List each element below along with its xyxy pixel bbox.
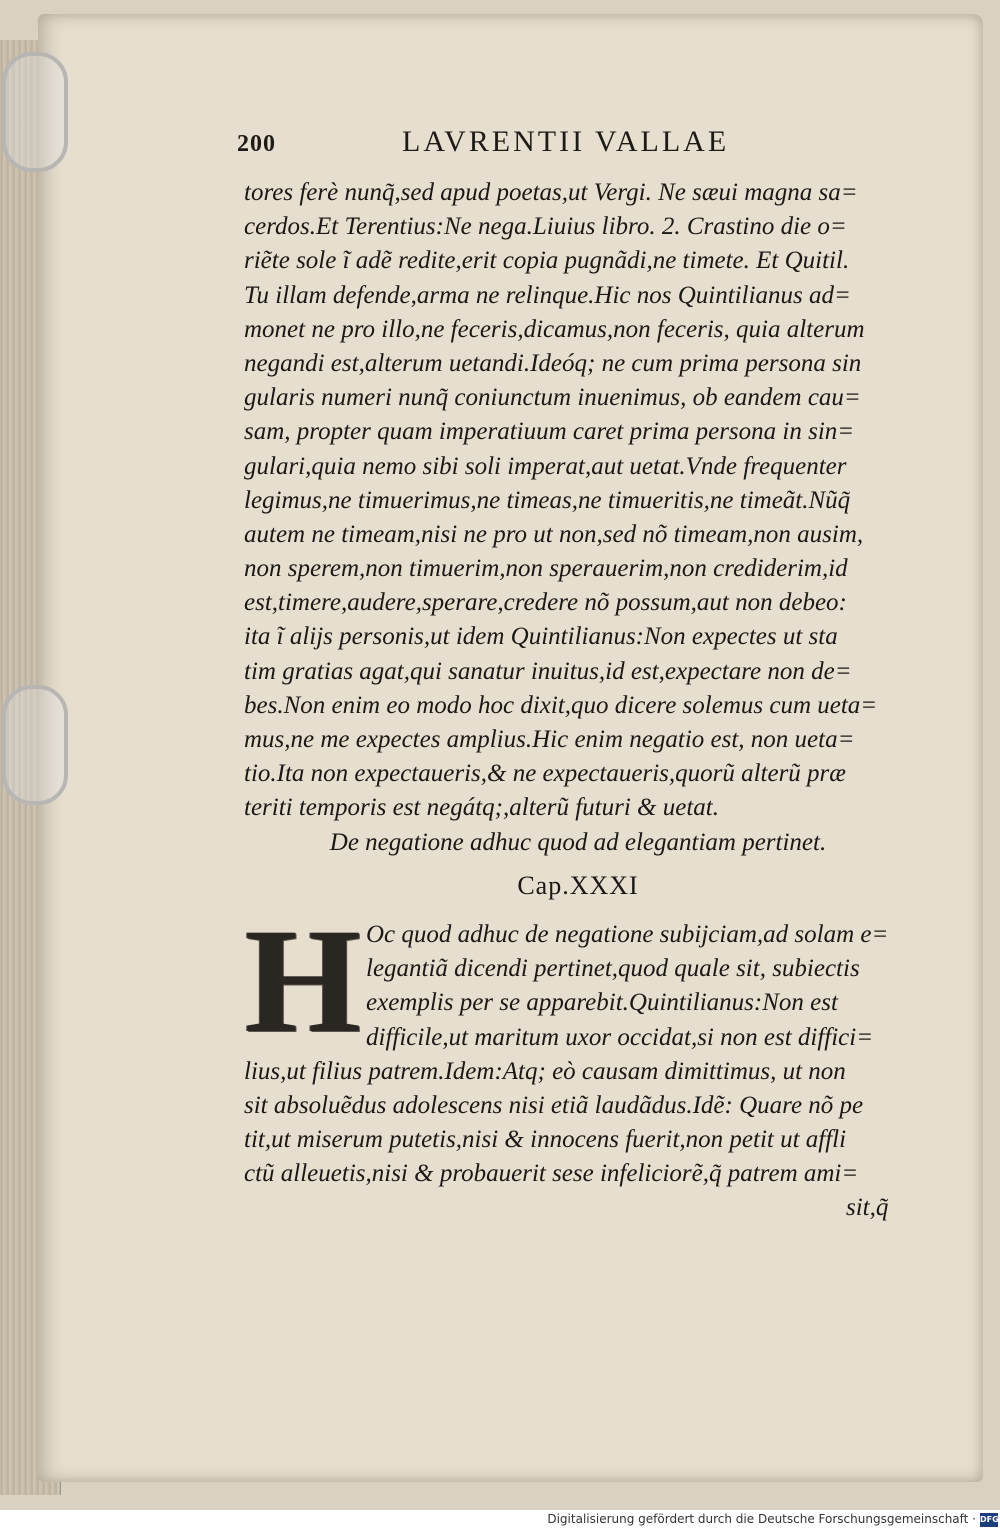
chapter-text <box>244 898 912 1192</box>
text-line: difficile,ut maritum uxor occidat,si non est diffici= <box>366 1023 874 1051</box>
text-line: tores ferè nunq̃,sed apud poetas,ut Vergi. Ne sæui magna sa= <box>244 179 858 206</box>
paper-clip-top <box>2 52 68 172</box>
text-line: negandi est,alterum uetandi.Ideóq; ne cum prima persona sin <box>244 349 862 377</box>
catchword: sit,q̃ <box>846 1194 889 1221</box>
text-line: lius,ut filius patrem.Idem:Atq; eò causam dimittimus, ut non <box>244 1057 846 1085</box>
text-line: gularis numeri nunq̃ coniunctum inuenimus, ob eandem cau= <box>244 384 861 412</box>
text-line: bes.Non enim eo modo hoc dixit,quo dicere solemus cum ueta= <box>244 691 878 719</box>
text-line: ita ĩ alijs personis,ut idem Quintilianus:Non expectes ut sta <box>244 623 838 651</box>
text-line: mus,ne me expectes amplius.Hic enim negatio est, non ueta= <box>244 726 855 753</box>
text-line: tio.Ita non expectaueris,& ne expectaueris,quorũ alterũ præ <box>244 760 846 788</box>
text-line: legantiã dicendi pertinet,quod quale sit, subiectis <box>366 955 860 983</box>
text-line: gulari,quia nemo sibi soli imperat,aut uetat.Vnde frequenter <box>244 452 847 480</box>
text-line: sit absoluẽdus adolescens nisi etiã laudãdus.Idẽ: Quare nõ pe <box>244 1091 864 1119</box>
text-line: non sperem,non timuerim,non sperauerim,non crediderim,id <box>244 555 848 583</box>
chapter-number: Cap.XXXI <box>517 871 639 900</box>
page-number: 200 <box>237 131 276 157</box>
dfg-logo-icon: DFG <box>980 1513 998 1527</box>
text-line: riẽte sole ĩ adẽ redite,erit copia pugnãdi,ne timete. Et Quitil. <box>244 247 850 275</box>
paper-clip-middle <box>2 685 68 805</box>
text-line: Tu illam defende,arma ne relinque.Hic nos Quintilianus ad= <box>244 281 851 309</box>
text-line: tit,ut miserum putetis,nisi & innocens fuerit,non petit ut affli <box>244 1126 847 1154</box>
text-line: Oc quod adhuc de negatione subijciam,ad solam e= <box>366 921 889 948</box>
drop-cap-initial: H <box>244 898 362 1064</box>
text-line: est,timere,audere,sperare,credere nõ possum,aut non debeo: <box>244 589 847 617</box>
text-line: autem ne timeam,nisi ne pro ut non,sed nõ timeam,non ausim, <box>244 520 864 548</box>
running-title: LAVRENTII VALLAE <box>402 125 730 158</box>
text-line: tim gratias agat,qui sanatur inuitus,id est,expectare non de= <box>244 657 852 685</box>
text-line: legimus,ne timuerimus,ne timeas,ne timueritis,ne timeãt.Nũq̃ <box>244 486 851 514</box>
text-line: cerdos.Et Terentius:Ne nega.Liuius libro. 2. Crastino die o= <box>244 213 847 241</box>
text-line: ctũ alleuetis,nisi & probauerit sese infeliciorẽ,q̃ patrem ami= <box>244 1160 859 1188</box>
body-text <box>244 176 912 826</box>
text-line: teriti temporis est negátq;,alterũ futuri & uetat. <box>244 794 719 822</box>
text-line: monet ne pro illo,ne feceris,dicamus,non feceris, quia alterum <box>244 315 865 343</box>
footer-credit: Digitalisierung gefördert durch die Deutsche Forschungsgemeinschaft · <box>547 1512 976 1526</box>
text-line: sam, propter quam imperatiuum caret prima persona in sin= <box>244 418 855 446</box>
chapter-heading: De negatione adhuc quod ad elegantiam pertinet. <box>329 829 827 856</box>
text-line: exemplis per se apparebit.Quintilianus:Non est <box>366 989 838 1017</box>
